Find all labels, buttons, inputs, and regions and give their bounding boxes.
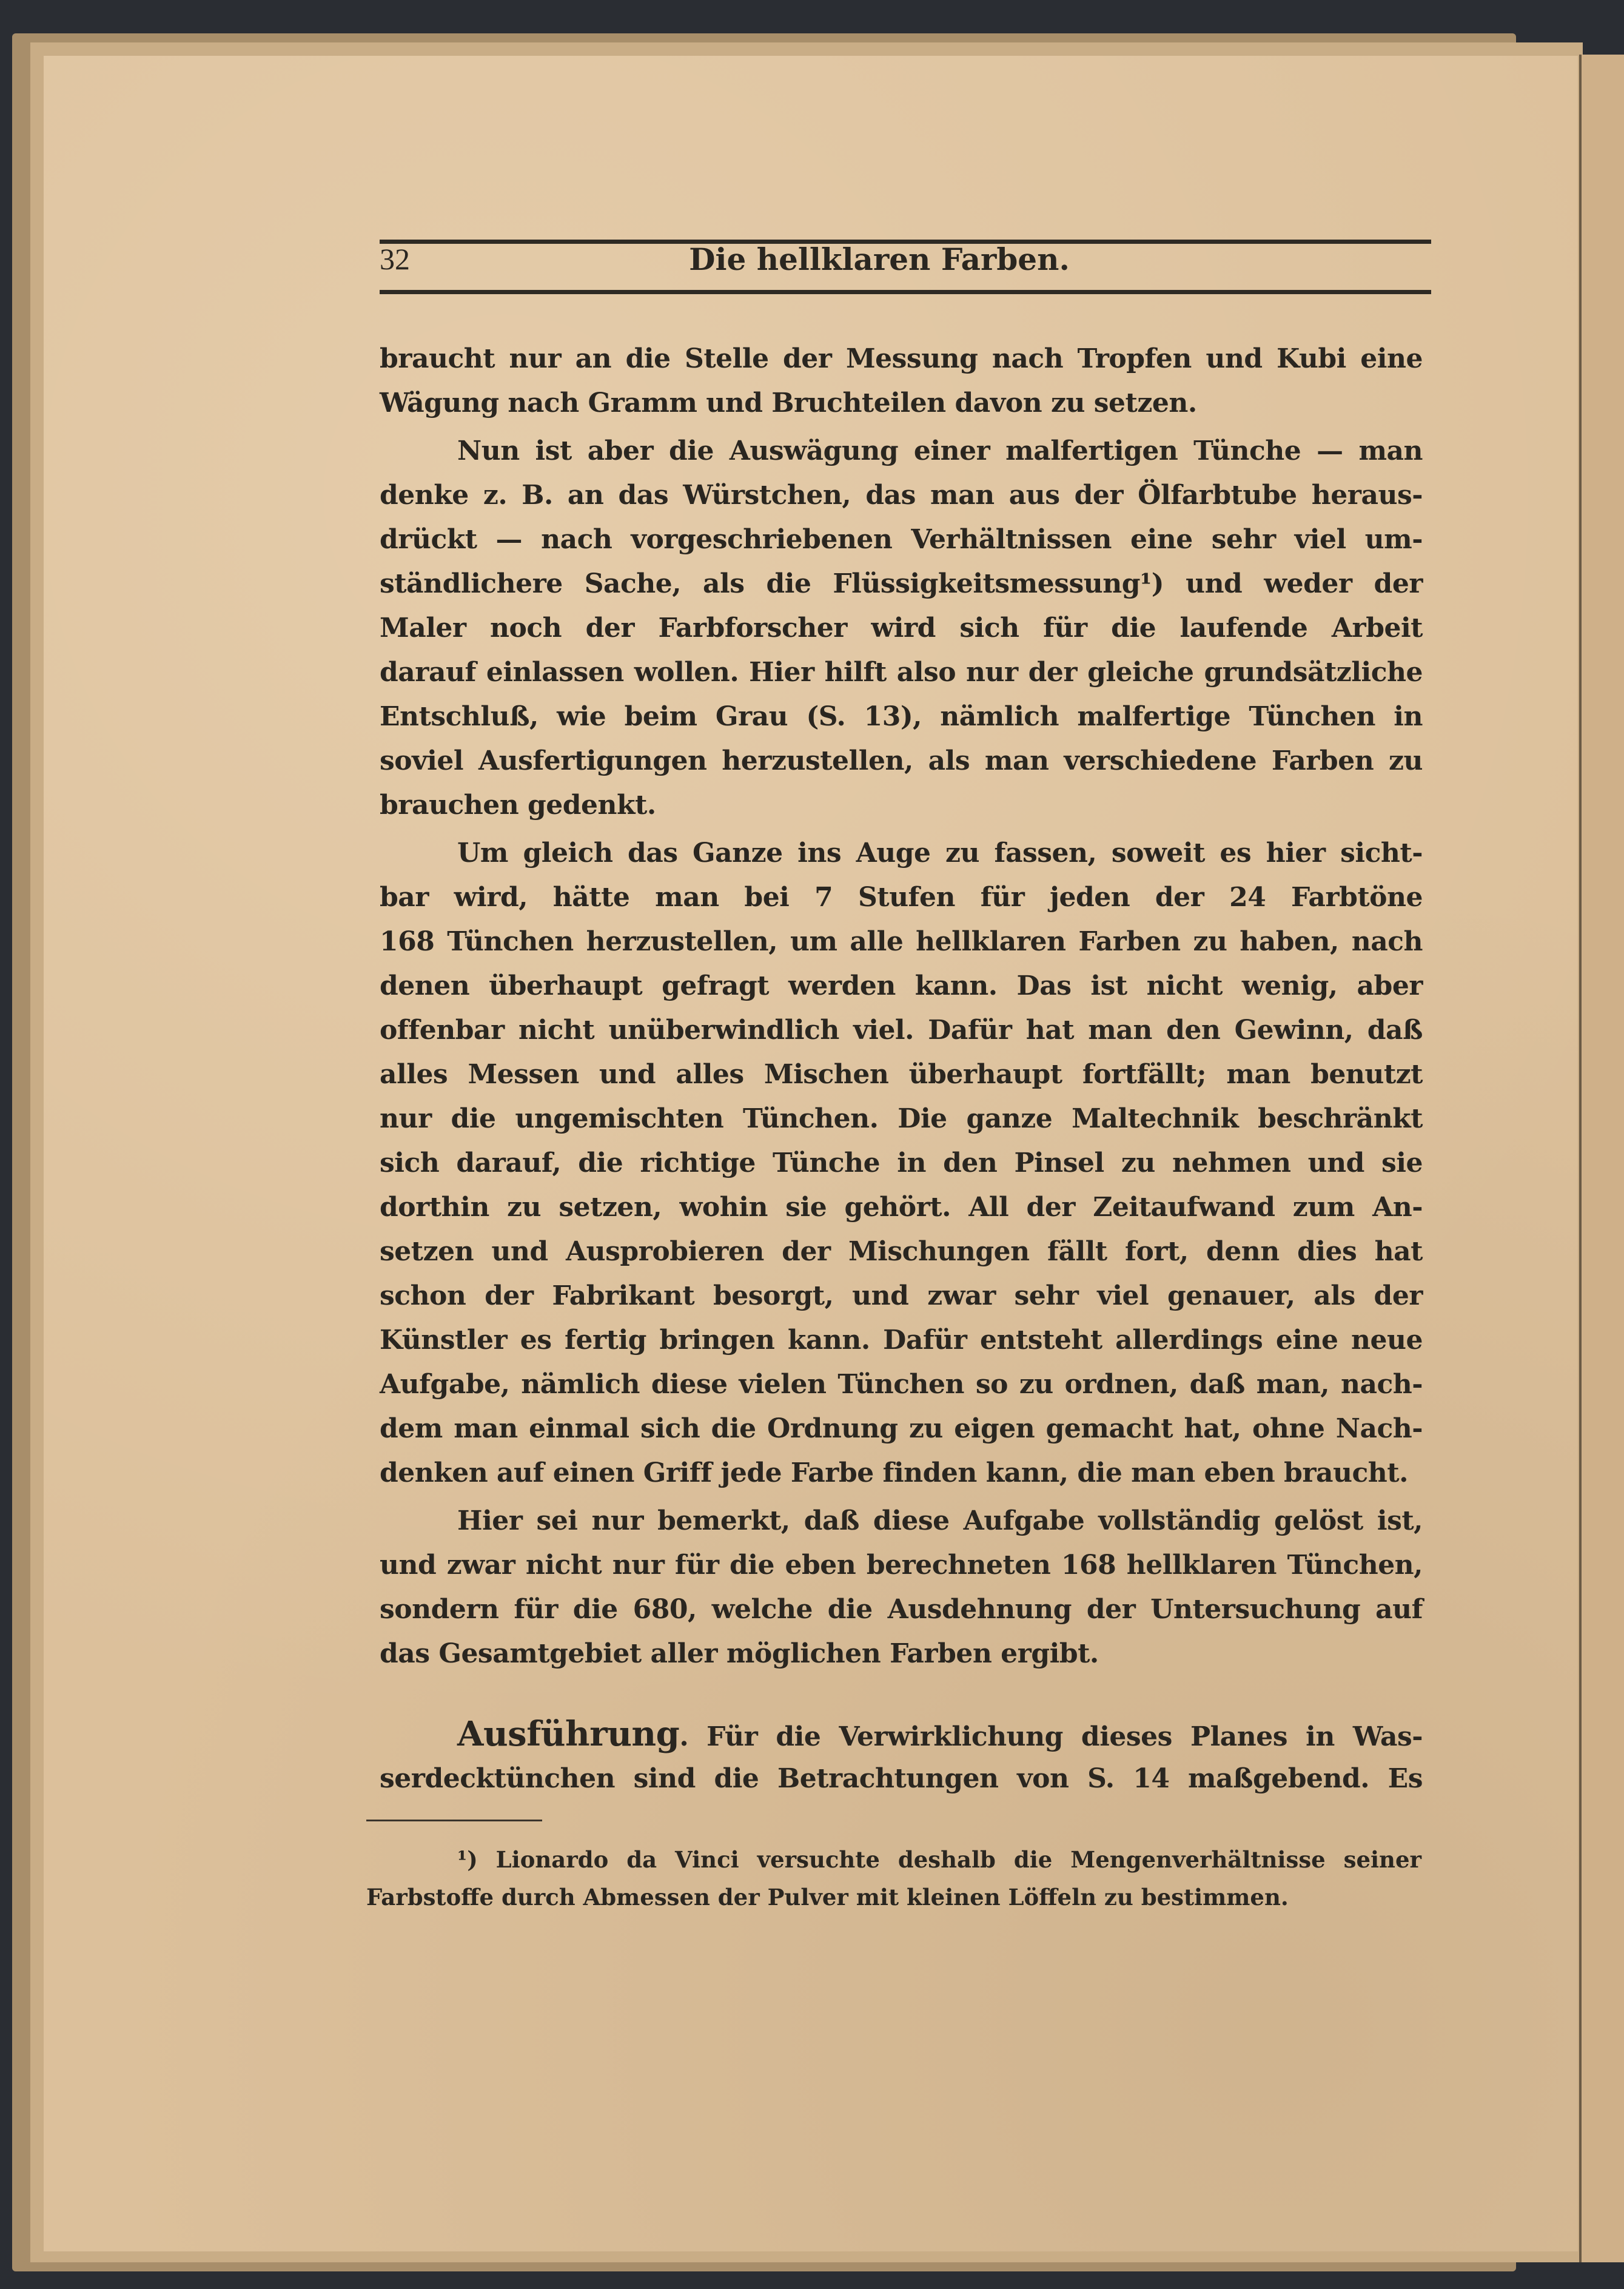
page-number: 32 [380, 242, 410, 276]
text-line: Maler noch der Farbforscher wird sich für die laufende Arbeit [380, 613, 1423, 644]
paragraph [380, 337, 1423, 425]
text-line: Aufgabe, nämlich diese vielen Tünchen so zu ordnen, daß man, nach- [380, 1369, 1423, 1400]
section-heading: Ausführung [457, 1714, 680, 1754]
running-title: Die hellklaren Farben. [689, 241, 1070, 277]
text-line: bar wird, hätte man bei 7 Stufen für jeden der 24 Farbtöne [380, 882, 1423, 913]
text-line [380, 1712, 1423, 1756]
text-line: Künstler es fertig bringen kann. Dafür entsteht allerdings eine neue [380, 1325, 1423, 1356]
text-line: Nun ist aber die Auswägung einer malfertigen Tünche — man [457, 435, 1423, 466]
text-line: Wägung nach Gramm und Bruchteilen davon zu setzen. [380, 388, 1197, 418]
text-line: offenbar nicht unüberwindlich viel. Dafür hat man den Gewinn, daß [380, 1015, 1423, 1046]
text-line: serdecktünchen sind die Betrachtungen von S. 14 maßgebend. Es [380, 1763, 1423, 1794]
text-line: dem man einmal sich die Ordnung zu eigen gemacht hat, ohne Nach- [380, 1413, 1423, 1444]
text-line: 168 Tünchen herzustellen, um alle hellklaren Farben zu haben, nach [380, 926, 1423, 957]
text-line: nur die ungemischten Tünchen. Die ganze Maltechnik beschränkt [380, 1103, 1423, 1134]
paragraph [380, 1499, 1423, 1676]
text-line: alles Messen und alles Mischen überhaupt fortfällt; man benutzt [380, 1059, 1423, 1090]
text-line-rest: . Für die Verwirklichung dieses Planes in Was- [679, 1721, 1423, 1752]
text-line: Entschluß, wie beim Grau (S. 13), nämlich malfertige Tünchen in [380, 701, 1423, 732]
text-line: sondern für die 680, welche die Ausdehnung der Untersuchung auf [380, 1594, 1423, 1625]
text-line: schon der Fabrikant besorgt, und zwar sehr viel genauer, als der [380, 1280, 1423, 1311]
text-line: darauf einlassen wollen. Hier hilft also nur der gleiche grundsätzliche [380, 657, 1423, 688]
text-line: denke z. B. an das Würstchen, das man aus der Ölfarbtube heraus- [380, 480, 1423, 511]
footnote-line: Farbstoffe durch Abmessen der Pulver mit kleinen Löffeln zu bestimmen. [366, 1884, 1289, 1911]
paragraph [380, 831, 1423, 1495]
text-line: das Gesamtgebiet aller möglichen Farben ergibt. [380, 1638, 1099, 1669]
text-line: soviel Ausfertigungen herzustellen, als man verschiedene Farben zu [380, 745, 1423, 776]
header-rule-bottom [380, 290, 1431, 294]
text-line: drückt — nach vorgeschriebenen Verhältnissen eine sehr viel um- [380, 524, 1423, 555]
paragraph [380, 429, 1423, 827]
text-line: denen überhaupt gefragt werden kann. Das ist nicht wenig, aber [380, 970, 1423, 1001]
section-paragraph [380, 1712, 1423, 1801]
text-line: ständlichere Sache, als die Flüssigkeitsmessung¹) und weder der [380, 568, 1423, 599]
text-line: braucht nur an die Stelle der Messung nach Tropfen und Kubi eine [380, 343, 1423, 374]
text-line: sich darauf, die richtige Tünche in den Pinsel zu nehmen und sie [380, 1148, 1423, 1178]
text-line: Hier sei nur bemerkt, daß diese Aufgabe vollständig gelöst ist, [457, 1505, 1423, 1536]
footnote-line: ¹) Lionardo da Vinci versuchte deshalb die Mengenverhältnisse seiner [457, 1846, 1421, 1873]
text-line: und zwar nicht nur für die eben berechneten 168 hellklaren Tünchen, [380, 1550, 1423, 1581]
text-line: brauchen gedenkt. [380, 790, 656, 821]
text-line: denken auf einen Griff jede Farbe finden kann, die man eben braucht. [380, 1457, 1408, 1488]
footnote-rule [366, 1820, 542, 1821]
text-line: dorthin zu setzen, wohin sie gehört. All der Zeitaufwand zum An- [380, 1192, 1423, 1223]
footnote [366, 1841, 1421, 1916]
text-line: setzen und Ausprobieren der Mischungen fällt fort, denn dies hat [380, 1236, 1423, 1267]
adjacent-page-edge [1579, 55, 1624, 2262]
body-text [380, 337, 1423, 1804]
text-line: Um gleich das Ganze ins Auge zu fassen, soweit es hier sicht- [457, 838, 1423, 869]
